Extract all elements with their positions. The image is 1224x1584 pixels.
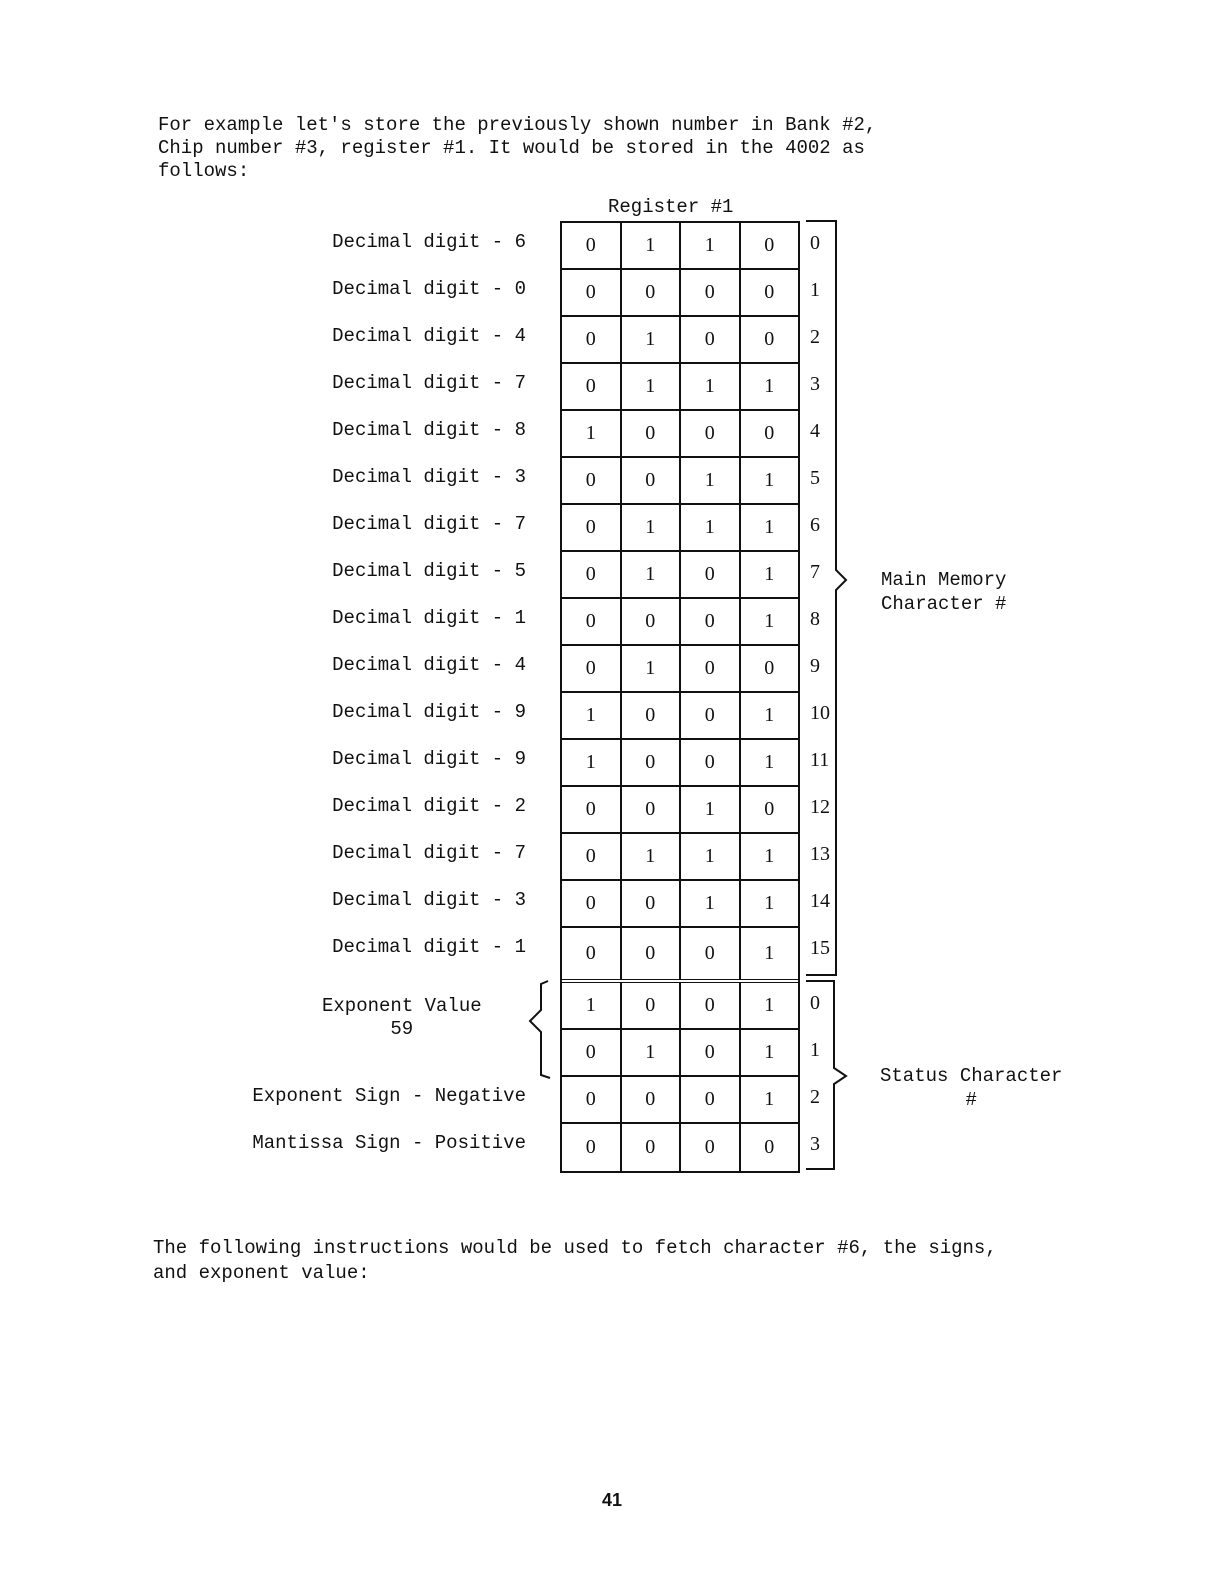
bit-cell: 1 [622, 364, 682, 409]
bit-cell: 0 [562, 270, 622, 315]
character-index: 13 [810, 843, 830, 865]
row-label: Decimal digit - 2 [332, 795, 526, 817]
character-index: 11 [810, 749, 830, 771]
row-label: Decimal digit - 9 [332, 748, 526, 770]
bit-cell: 0 [562, 364, 622, 409]
character-index: 2 [810, 1086, 820, 1108]
bit-cell: 1 [622, 317, 682, 362]
bit-cell: 1 [622, 834, 682, 879]
character-index: 1 [810, 1039, 820, 1061]
row-label: Decimal digit - 5 [332, 560, 526, 582]
status-brace [806, 981, 846, 1169]
bit-cell: 1 [622, 646, 682, 691]
bit-cell: 1 [764, 1041, 775, 1063]
bit-cell: 0 [622, 1077, 682, 1122]
bit-cell: 1 [622, 223, 682, 268]
exponent-bracket [530, 981, 550, 1078]
bit-cell: 1 [681, 223, 741, 268]
character-index: 12 [810, 796, 830, 818]
exponent-value-label: Exponent Value 59 [322, 995, 482, 1040]
bit-cell: 0 [622, 693, 682, 738]
page-number: 41 [601, 1490, 623, 1510]
bit-cell: 1 [764, 751, 775, 773]
bit-cell: 0 [562, 505, 622, 550]
character-index: 15 [810, 937, 830, 959]
character-index: 4 [810, 420, 820, 442]
bit-cell: 1 [622, 505, 682, 550]
register-title: Register #1 [608, 196, 734, 218]
bit-cell: 1 [764, 563, 775, 585]
bit-cell: 1 [681, 881, 741, 926]
bit-cell: 0 [622, 599, 682, 644]
bit-cell: 0 [562, 787, 622, 832]
row-label: Decimal digit - 1 [332, 936, 526, 958]
bit-cell: 0 [764, 281, 775, 303]
bit-cell: 0 [764, 422, 775, 444]
bit-cell: 1 [681, 458, 741, 503]
bit-cell: 0 [562, 223, 622, 268]
row-label: Decimal digit - 7 [332, 842, 526, 864]
bit-cell: 0 [562, 881, 622, 926]
character-index: 3 [810, 373, 820, 395]
closing-paragraph: The following instructions would be used to fetch character #6, the signs, and exponent value: [153, 1237, 997, 1284]
bit-cell: 0 [622, 270, 682, 315]
row-label: Decimal digit - 3 [332, 466, 526, 488]
bit-cell: 0 [622, 787, 682, 832]
row-label: Decimal digit - 3 [332, 889, 526, 911]
character-index: 1 [810, 279, 820, 301]
bit-cell: 0 [562, 599, 622, 644]
bit-cell: 0 [622, 740, 682, 785]
bit-cell: 0 [562, 834, 622, 879]
bit-cell: 0 [562, 928, 622, 979]
bit-cell: 1 [764, 994, 775, 1016]
bit-cell: 0 [562, 1124, 622, 1171]
bit-cell: 0 [681, 1077, 741, 1122]
bit-cell: 0 [681, 928, 741, 979]
bit-cell: 1 [764, 892, 775, 914]
bit-cell: 0 [562, 646, 622, 691]
character-index: 2 [810, 326, 820, 348]
bit-cell: 0 [681, 317, 741, 362]
bit-cell: 1 [562, 740, 622, 785]
character-index: 8 [810, 608, 820, 630]
bit-cell: 0 [764, 328, 775, 350]
bit-cell: 0 [681, 270, 741, 315]
main-memory-label: Main Memory Character # [881, 569, 1007, 615]
bit-cell: 0 [681, 693, 741, 738]
row-label: Decimal digit - 9 [332, 701, 526, 723]
row-label: Decimal digit - 6 [332, 231, 526, 253]
bit-cell: 1 [681, 505, 741, 550]
row-label: Mantissa Sign - Positive [252, 1132, 526, 1154]
bit-cell: 1 [764, 942, 775, 964]
bit-cell: 1 [562, 411, 622, 456]
bit-cell: 0 [764, 798, 775, 820]
character-index: 7 [810, 561, 820, 583]
character-index: 0 [810, 992, 820, 1014]
character-index: 9 [810, 655, 820, 677]
character-index: 14 [810, 890, 830, 912]
main-memory-brace [806, 221, 846, 975]
bit-cell: 1 [764, 610, 775, 632]
bit-cell: 0 [622, 983, 682, 1028]
character-index: 10 [810, 702, 830, 724]
status-character-label: Status Character # [880, 1065, 1063, 1111]
bit-cell: 1 [681, 364, 741, 409]
bit-cell: 1 [764, 375, 775, 397]
bit-cell: 0 [622, 1124, 682, 1171]
bit-cell: 1 [622, 1030, 682, 1075]
character-index: 0 [810, 232, 820, 254]
row-label: Decimal digit - 7 [332, 372, 526, 394]
bit-cell: 0 [681, 411, 741, 456]
row-label: Exponent Sign - Negative [252, 1085, 526, 1107]
bit-cell: 1 [562, 693, 622, 738]
row-label: Decimal digit - 0 [332, 278, 526, 300]
bit-cell: 0 [562, 552, 622, 597]
bit-cell: 1 [681, 787, 741, 832]
bit-cell: 0 [681, 1124, 741, 1171]
bit-cell: 0 [681, 552, 741, 597]
intro-paragraph: For example let's store the previously shown number in Bank #2, Chip number #3, register #1. It would be stored in the 4002 as follows: [158, 114, 877, 182]
bit-cell: 1 [681, 834, 741, 879]
bit-cell: 1 [764, 704, 775, 726]
row-label: Decimal digit - 1 [332, 607, 526, 629]
bit-cell: 1 [764, 469, 775, 491]
row-label: Decimal digit - 4 [332, 654, 526, 676]
row-label: Decimal digit - 7 [332, 513, 526, 535]
bit-cell: 0 [764, 234, 775, 256]
bit-cell: 0 [681, 740, 741, 785]
bit-cell: 0 [622, 881, 682, 926]
bit-cell: 0 [681, 983, 741, 1028]
bit-cell: 1 [764, 516, 775, 538]
row-label: Decimal digit - 4 [332, 325, 526, 347]
character-index: 6 [810, 514, 820, 536]
bit-cell: 0 [622, 411, 682, 456]
row-label: Decimal digit - 8 [332, 419, 526, 441]
bit-cell: 0 [681, 1030, 741, 1075]
bit-cell: 1 [764, 845, 775, 867]
character-index: 5 [810, 467, 820, 489]
bit-cell: 0 [562, 458, 622, 503]
bit-cell: 0 [562, 1077, 622, 1122]
bit-cell: 0 [764, 1136, 775, 1158]
bit-cell: 0 [764, 657, 775, 679]
bit-cell: 0 [622, 928, 682, 979]
bit-cell: 0 [562, 1030, 622, 1075]
bit-cell: 0 [681, 646, 741, 691]
character-index: 3 [810, 1133, 820, 1155]
bit-cell: 0 [562, 317, 622, 362]
bit-cell: 1 [622, 552, 682, 597]
bit-cell: 0 [681, 599, 741, 644]
bit-cell: 1 [764, 1088, 775, 1110]
bit-cell: 0 [622, 458, 682, 503]
bit-cell: 1 [562, 983, 622, 1028]
